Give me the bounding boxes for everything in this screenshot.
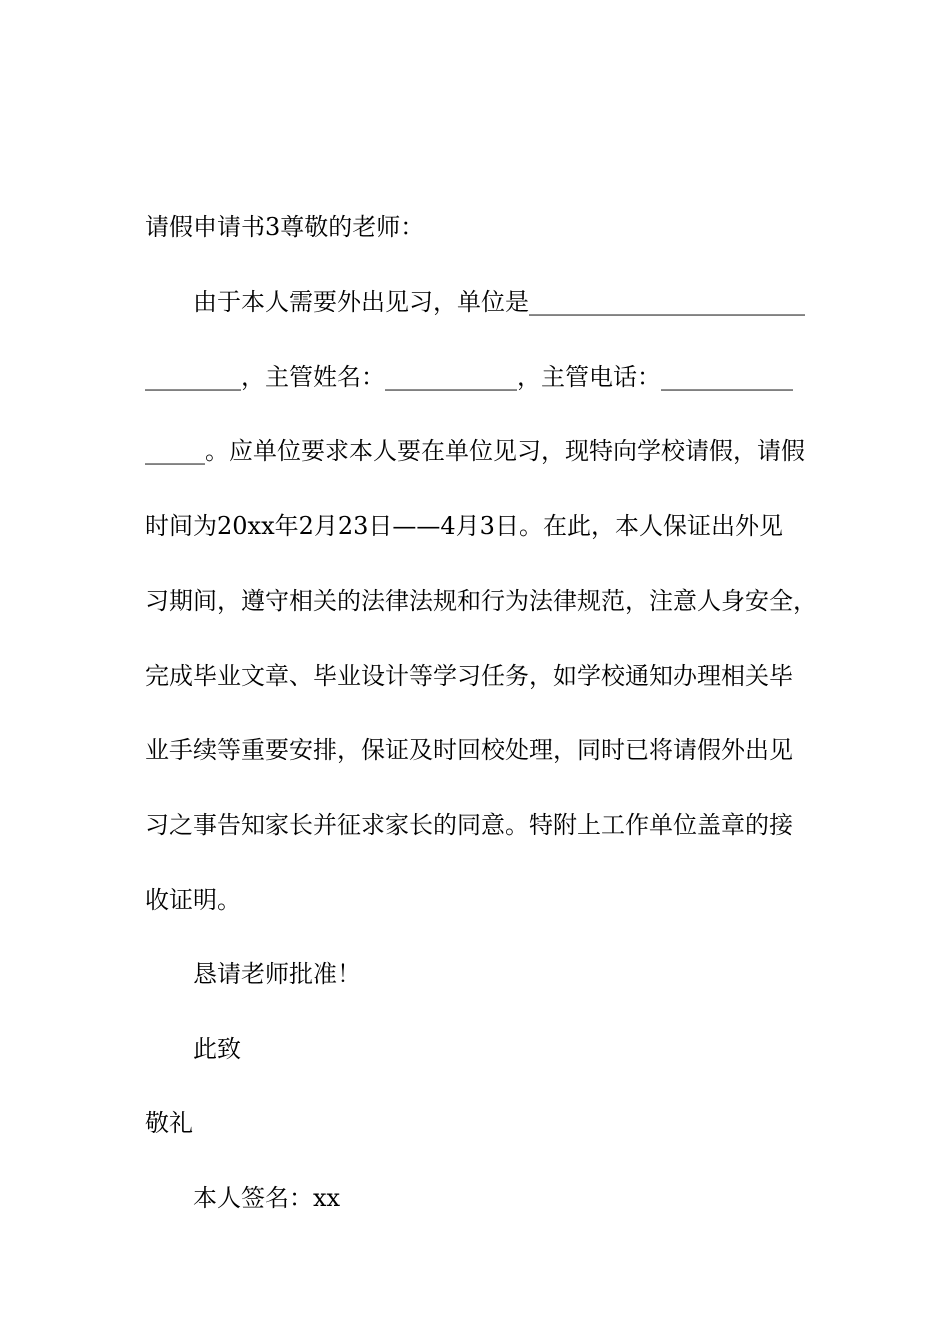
body-line-6: 完成毕业文章、毕业设计等学习任务，如学校通知办理相关毕 xyxy=(145,662,793,690)
body-line-9: 收证明。 xyxy=(145,886,241,914)
document-title-line: 请假申请书3尊敬的老师： xyxy=(145,213,425,241)
body-line-8: 习之事告知家长并征求家长的同意。特附上工作单位盖章的接 xyxy=(145,811,793,839)
body-line-2: ________，主管姓名：___________，主管电话：___________ xyxy=(145,363,793,391)
body-line-5: 习期间，遵守相关的法律法规和行为法律规范，注意人身安全， xyxy=(145,587,817,615)
body-line-4: 时间为20xx年2月23日——4月3日。在此，本人保证出外见 xyxy=(145,512,783,540)
body-line-7: 业手续等重要安排，保证及时回校处理，同时已将请假外出见 xyxy=(145,736,793,764)
signature-line: 本人签名：xx xyxy=(193,1184,341,1212)
body-line-3: _____。应单位要求本人要在单位见习，现特向学校请假，请假 xyxy=(145,437,805,465)
body-line-1: 由于本人需要外出见习，单位是_______________________ xyxy=(193,288,805,316)
closing-regards-line: 敬礼 xyxy=(145,1109,193,1137)
closing-salutation-line: 此致 xyxy=(193,1035,241,1063)
request-approval-line: 恳请老师批准！ xyxy=(193,960,361,988)
